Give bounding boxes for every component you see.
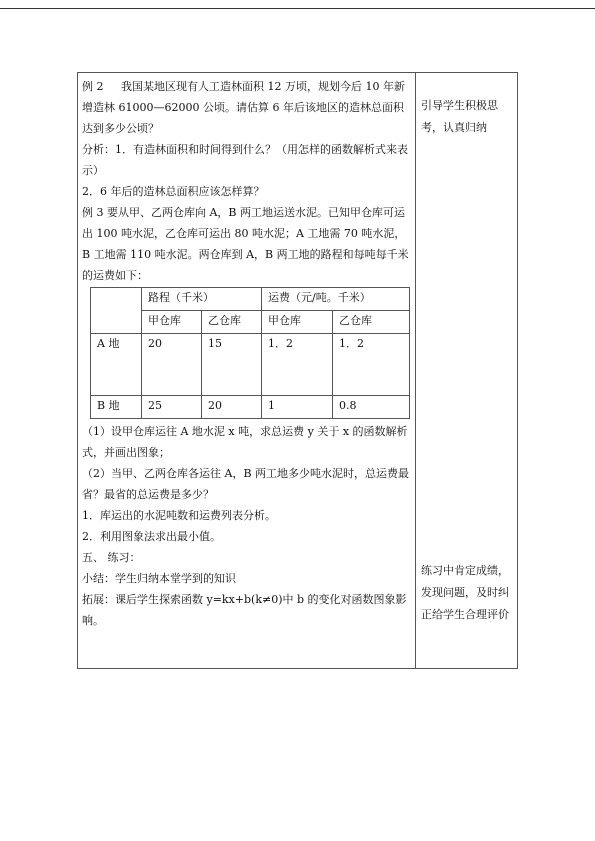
section-5-heading: 五、 练习： — [82, 551, 141, 564]
step-1-text: 1．库运出的水泥吨数和运费列表分析。 — [82, 509, 276, 522]
example-3-text: 例 3 要从甲、乙两仓库向 A，B 两工地运送水泥。已知甲仓库可运出 100 吨水泥，乙仓库可运出 80 吨水泥；A 工地需 70 吨水泥，B 工地需 110 吨水泥。两仓库到 A，B 两工地的路程和每吨每千米的运费如下： — [82, 206, 409, 282]
part-1-text: （1）设甲仓库运往 A 地水泥 x 吨，求总运费 y 关于 x 的函数解析式，并画出图象； — [82, 425, 408, 459]
table-corner-cell — [91, 288, 142, 334]
summary-text: 小结：学生归纳本堂学到的知识 — [82, 572, 236, 585]
value-cell: 1 — [262, 396, 333, 419]
column-divider — [415, 72, 416, 669]
subheader-cell: 乙仓库 — [333, 311, 410, 334]
value-cell: 20 — [202, 396, 262, 419]
subheader-cell: 甲仓库 — [142, 311, 202, 334]
site-cell: B 地 — [91, 396, 142, 419]
part-2-text: （2）当甲、乙两仓库各运往 A，B 两工地多少吨水泥时，总运费最省？最省的总运费是多少？ — [82, 467, 410, 501]
distance-header: 路程（千米） — [142, 288, 262, 311]
example-2 — [82, 76, 412, 139]
value-cell: 15 — [202, 334, 262, 396]
value-cell: 0.8 — [333, 396, 410, 419]
subheader-cell: 乙仓库 — [202, 311, 262, 334]
lesson-content — [82, 76, 412, 631]
cost-header: 运费（元/吨。千米） — [262, 288, 410, 311]
analysis-text: 分析：1．有造林面积和时间得到什么？（用怎样的函数解析式来表示） — [82, 143, 408, 177]
table-header-row — [91, 288, 410, 311]
note-2-text: 练习中肯定成绩，发现问题，及时纠正给学生合理评价 — [421, 564, 509, 621]
table-row — [91, 396, 410, 419]
teacher-note-1 — [421, 95, 513, 139]
step-2-text: 2．利用图象法求出最小值。 — [82, 530, 221, 543]
example-2-text: 我国某地区现有人工造林面积 12 万顷，规划今后 10 年新增造林 61000—62000 公顷。请估算 6 年后该地区的造林总面积达到多少公顷？ — [82, 80, 405, 135]
example-2-label: 例 2 — [82, 80, 104, 93]
value-cell: 25 — [142, 396, 202, 419]
subheader-cell: 甲仓库 — [262, 311, 333, 334]
transport-table — [90, 287, 410, 419]
question-2-text: 2．6 年后的造林总面积应该怎样算？ — [82, 185, 265, 198]
site-cell: A 地 — [91, 334, 142, 396]
extension-text: 拓展：课后学生探索函数 y=kx+b(k≠0)中 b 的变化对函数图象影响。 — [82, 593, 407, 627]
value-cell: 1．2 — [262, 334, 333, 396]
table-row — [91, 334, 410, 396]
note-1-text: 引导学生积极思考，认真归纳 — [421, 99, 498, 134]
value-cell: 20 — [142, 334, 202, 396]
value-cell: 1．2 — [333, 334, 410, 396]
header-rule — [0, 8, 595, 9]
teacher-note-2 — [421, 560, 513, 626]
